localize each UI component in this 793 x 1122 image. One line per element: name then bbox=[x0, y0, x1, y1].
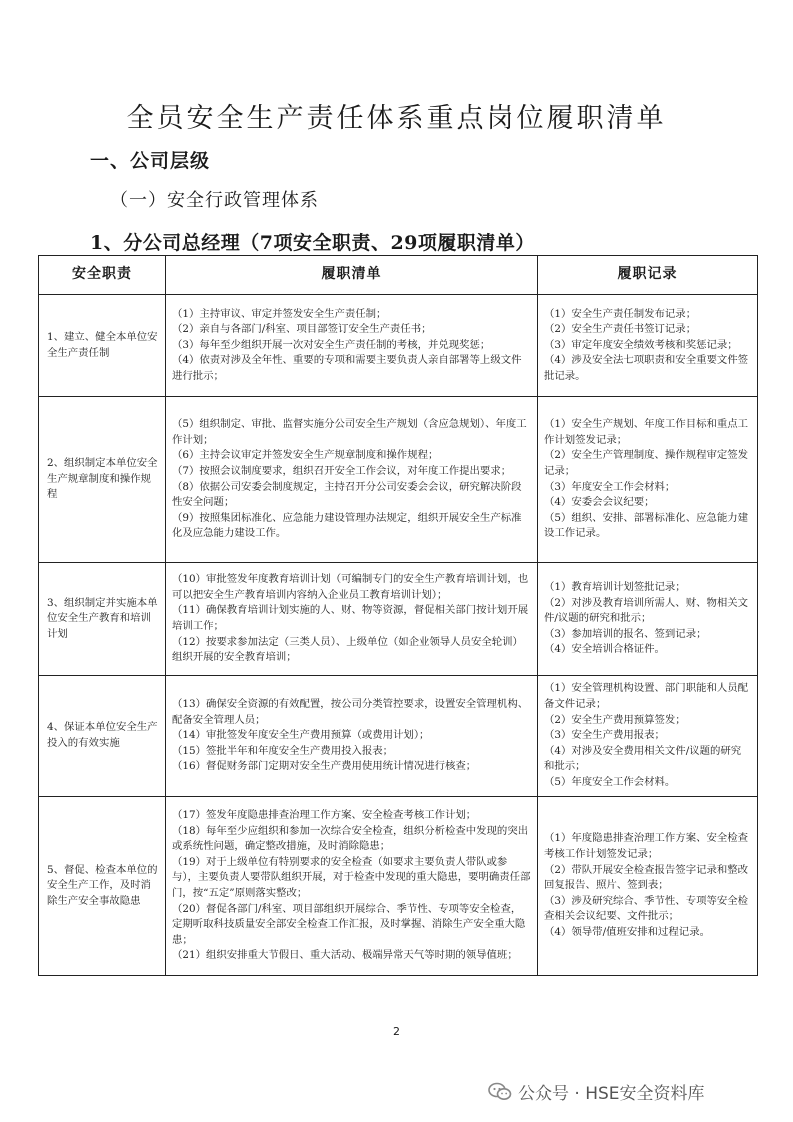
list-item: （15）签批半年和年度安全生产费用投入报表； bbox=[172, 744, 394, 757]
records-cell bbox=[538, 397, 758, 563]
list-item: （20）督促各部门/科室、项目部组织开展综合、季节性、专项等安全检查，定期听取科技质量安全部安全检查工作汇报，及时掌握、消除生产安全重大隐患； bbox=[172, 902, 526, 946]
record-item: （1）安全生产规划、年度工作目标和重点工作计划签发记录； bbox=[544, 418, 749, 446]
record-item: （4）领导带/值班安排和过程记录。 bbox=[544, 925, 710, 938]
list-item: （5）组织制定、审批、监督实施分公司安全生产规划（含应急规划）、年度工作计划； bbox=[172, 418, 527, 446]
list-cell bbox=[166, 563, 538, 676]
records-cell bbox=[538, 295, 758, 397]
duty-cell: 1、建立、健全本单位安全生产责任制 bbox=[39, 295, 166, 397]
section-heading: 一、公司层级 bbox=[90, 150, 211, 172]
record-item: （3）年度安全工作会材料； bbox=[544, 480, 676, 493]
watermark bbox=[488, 1079, 705, 1104]
list-item: （21）组织安排重大节假日、重大活动、极端异常天气等时期的领导值班； bbox=[172, 949, 518, 962]
record-item: （1）教育培训计划签批记录； bbox=[544, 581, 686, 594]
header-records: 履职记录 bbox=[538, 256, 758, 295]
records-cell bbox=[538, 676, 758, 797]
list-item: （1）主持审议、审定并签发安全生产责任制； bbox=[172, 307, 387, 320]
record-item: （5）年度安全工作会材料。 bbox=[544, 775, 676, 788]
list-item: （2）亲自与各部门/科室、项目部签订安全生产责任书； bbox=[172, 323, 432, 336]
record-item: （2）安全生产费用预算签发； bbox=[544, 713, 686, 726]
subsection-heading: （一）安全行政管理体系 bbox=[110, 190, 319, 211]
table-row bbox=[39, 295, 758, 397]
record-item: （5）组织、安排、部署标准化、应急能力建设工作记录。 bbox=[544, 511, 749, 540]
page-number: 2 bbox=[393, 1025, 400, 1038]
watermark-text: 公众号 · HSE安全资料库 bbox=[518, 1084, 705, 1104]
record-item: （1）安全生产责任制发布记录； bbox=[544, 307, 697, 320]
position-heading: 1、分公司总经理（7项安全职责、29项履职清单） bbox=[90, 232, 535, 254]
table-row bbox=[39, 563, 758, 676]
header-list: 履职清单 bbox=[166, 256, 538, 295]
list-item: （3）每年至少组织开展一次对安全生产责任制的考核，并兑现奖惩； bbox=[172, 338, 491, 351]
list-cell bbox=[166, 295, 538, 397]
table-row bbox=[39, 797, 758, 976]
duty-cell: 2、组织制定本单位安全生产规章制度和操作规程 bbox=[39, 397, 166, 563]
record-item: （2）安全生产管理制度、操作规程审定签发记录； bbox=[544, 449, 749, 477]
list-item: （4）依责对涉及全年性、重要的专项和需要主要负责人亲自部署等上级文件进行批示； bbox=[172, 354, 522, 382]
list-item: （19）对于上级单位有特别要求的安全检查（如要求主要负责人带队或参与），主要负责人要带队组织开展，对于检查中发现的重大隐患，要明确责任部门，按“五定”原则落实整改； bbox=[172, 855, 531, 899]
duty-cell: 5、督促、检查本单位的安全生产工作，及时消除生产安全事故隐患 bbox=[39, 797, 166, 976]
record-item: （2）对涉及教育培训所需人、财、物相关文件/议题的研究和批示； bbox=[544, 596, 749, 625]
record-item: （1）年度隐患排查治理工作方案、安全检查考核工作计划签发记录； bbox=[544, 832, 749, 861]
records-cell bbox=[538, 797, 758, 976]
list-item: （13）确保安全资源的有效配置，按公司分类管控要求，设置安全管理机构、配备安全管理人员； bbox=[172, 698, 529, 726]
record-item: （3）审定年度安全绩效考核和奖惩记录； bbox=[544, 338, 738, 351]
table-header-row bbox=[39, 256, 758, 295]
record-item: （2）安全生产责任书签订记录； bbox=[544, 323, 697, 336]
list-item: （16）督促财务部门定期对安全生产费用使用统计情况进行核查； bbox=[172, 760, 477, 773]
table-row bbox=[39, 397, 758, 563]
duty-table bbox=[38, 255, 758, 976]
list-item: （12）按要求参加法定（三类人员）、上级单位（如企业领导人员安全轮训）组织开展的安全教育培训； bbox=[172, 635, 523, 664]
record-item: （4）安全培训合格证件。 bbox=[544, 643, 665, 656]
record-item: （3）涉及研究综合、季节性、专项等安全检查相关会议纪要、文件批示； bbox=[544, 894, 749, 923]
list-item: （7）按照会议制度要求，组织召开安全工作会议，对年度工作提出要求； bbox=[172, 464, 512, 477]
list-item: （9）按照集团标准化、应急能力建设管理办法规定，组织开展安全生产标准化及应急能力建设工作。 bbox=[172, 511, 522, 540]
record-item: （4）安委会会议纪要； bbox=[544, 496, 655, 509]
table-row bbox=[39, 676, 758, 797]
duty-cell: 4、保证本单位安全生产投入的有效实施 bbox=[39, 676, 166, 797]
list-item: （17）签发年度隐患排查治理工作方案、安全检查考核工作计划； bbox=[172, 809, 477, 822]
list-item: （8）依据公司安委会制度规定，主持召开分公司安委会会议，研究解决阶段性安全问题； bbox=[172, 480, 522, 509]
record-item: （4）涉及安全法七项职责和安全重要文件签批记录。 bbox=[544, 354, 749, 382]
list-item: （18）每年至少应组织和参加一次综合安全检查，组织分析检查中发现的突出或系统性问题，确定整改措施，及时消除隐患； bbox=[172, 824, 529, 853]
document-title: 全员安全生产责任体系重点岗位履职清单 bbox=[126, 103, 667, 134]
list-cell bbox=[166, 797, 538, 976]
records-cell bbox=[538, 563, 758, 676]
list-item: （10）审批签发年度教育培训计划（可编制专门的安全生产教育培训计划，也可以把安全生产教育培训内容纳入企业员工教育培训计划）； bbox=[172, 573, 529, 601]
list-item: （6）主持会议审定并签发安全生产规章制度和操作规程； bbox=[172, 449, 439, 462]
record-item: （3）参加培训的报名、签到记录； bbox=[544, 627, 707, 640]
list-cell bbox=[166, 397, 538, 563]
list-cell bbox=[166, 676, 538, 797]
list-item: （11）确保教育培训计划实施的人、财、物等资源，督促相关部门按计划开展培训工作； bbox=[172, 604, 529, 632]
record-item: （4）对涉及安全费用相关文件/议题的研究和批示； bbox=[544, 744, 742, 773]
record-item: （3）安全生产费用报表； bbox=[544, 729, 665, 742]
wechat-icon bbox=[488, 1082, 512, 1102]
record-item: （2）带队开展安全检查报告签字记录和整改回复报告、照片、签到表； bbox=[544, 863, 749, 892]
duty-cell: 3、组织制定并实施本单位安全生产教育和培训计划 bbox=[39, 563, 166, 676]
list-item: （14）审批签发年度安全生产费用预算（或费用计划）； bbox=[172, 729, 430, 742]
record-item: （1）安全管理机构设置、部门职能和人员配备文件记录； bbox=[544, 682, 749, 711]
header-duty: 安全职责 bbox=[39, 256, 166, 295]
